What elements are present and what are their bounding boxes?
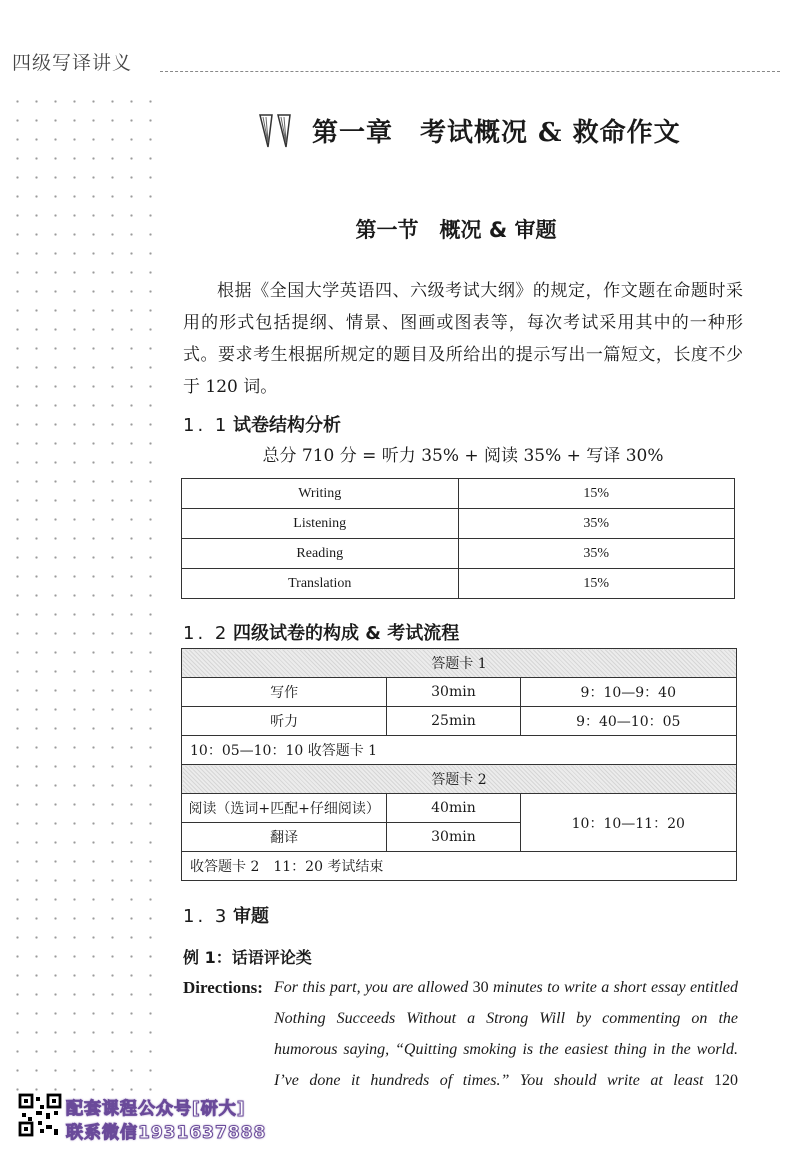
time-cell: 9：40—10：05 (520, 707, 736, 736)
intro-paragraph: 根据《全国大学英语四、六级考试大纲》的规定，作文题在命题时采用的形式包括提纲、情景、图画或图表等，每次考试采用其中的一种形式。要求考生根据所规定的题目及所给出的提示写出一篇短文，长度不少于 120 词。 (183, 281, 743, 397)
part-cell: Writing (182, 479, 459, 509)
chapter-ornament-icon (258, 113, 302, 149)
score-formula: 总分 710 分 = 听力 35% + 阅读 35% + 写译 30% (262, 446, 664, 466)
heading-number: 1. 2 (183, 623, 230, 644)
heading-number: 1. 3 (183, 906, 230, 927)
example-title: 例 1：话语评论类 (183, 948, 312, 967)
section-title: 第一节 概况 & 审题 (355, 218, 557, 242)
table-row (182, 569, 735, 599)
table-row (182, 509, 735, 539)
watermark-line-2: 联系微信1931637888 (66, 1123, 267, 1143)
directions-part: minutes to write a short essay entitled Nothing Succeeds Without a Strong Will by commenting on the humorous saying, “Quitting smoking is the easiest thing in the world. I’ve done it hundreds of times.” You should write at least (274, 979, 738, 1089)
table-row (182, 479, 735, 509)
table-row (182, 794, 737, 823)
note-cell: 10：05—10：10 收答题卡 1 (182, 736, 737, 765)
table-row (182, 678, 737, 707)
part-cell: Translation (182, 569, 459, 599)
duration-cell: 25min (387, 707, 520, 736)
item-cell: 翻译 (182, 823, 387, 852)
part-cell: Listening (182, 509, 459, 539)
item-cell: 听力 (182, 707, 387, 736)
directions-number: 30 (472, 979, 489, 996)
item-cell: 写作 (182, 678, 387, 707)
heading-1-3 (183, 902, 269, 928)
watermark (18, 1093, 318, 1143)
table-row (182, 539, 735, 569)
directions-text (274, 972, 738, 1096)
directions-part: For this part, you are allowed (274, 979, 473, 996)
directions-block (183, 972, 738, 1096)
duration-cell: 30min (387, 678, 520, 707)
table-row (182, 736, 737, 765)
part-cell: Reading (182, 539, 459, 569)
duration-cell: 40min (387, 794, 520, 823)
heading-1-1 (183, 411, 341, 437)
heading-1-2 (183, 619, 459, 645)
time-cell: 9：10—9：40 (520, 678, 736, 707)
percent-cell: 15% (458, 569, 735, 599)
exam-flow-table (181, 648, 737, 881)
heading-text: 审题 (233, 906, 269, 927)
heading-text: 四级试卷的构成 & 考试流程 (233, 623, 460, 644)
table-row (182, 707, 737, 736)
heading-text: 试卷结构分析 (233, 415, 341, 436)
chapter-heading (258, 112, 681, 149)
table-row (182, 852, 737, 881)
item-cell: 阅读（选词+匹配+仔细阅读） (182, 794, 387, 823)
header-rule (160, 71, 780, 72)
directions-number: 120 (714, 1072, 738, 1089)
chapter-title: 第一章 考试概况 & 救命作文 (312, 118, 681, 148)
watermark-line-1: 配套课程公众号[研大] (66, 1099, 246, 1119)
time-cell: 10：10—11：20 (520, 794, 736, 852)
score-table (181, 478, 735, 599)
table-row (182, 649, 737, 678)
header-title: 四级写译讲义 (12, 52, 133, 74)
percent-cell: 15% (458, 479, 735, 509)
percent-cell: 35% (458, 509, 735, 539)
answer-card-1-header: 答题卡 1 (182, 649, 737, 678)
percent-cell: 35% (458, 539, 735, 569)
directions-label: Directions: (183, 978, 263, 997)
answer-card-2-header: 答题卡 2 (182, 765, 737, 794)
duration-cell: 30min (387, 823, 520, 852)
qr-code-icon (18, 1093, 62, 1137)
page-header (0, 0, 800, 80)
note-cell: 收答题卡 2 11：20 考试结束 (182, 852, 737, 881)
table-row (182, 765, 737, 794)
heading-number: 1. 1 (183, 415, 230, 436)
